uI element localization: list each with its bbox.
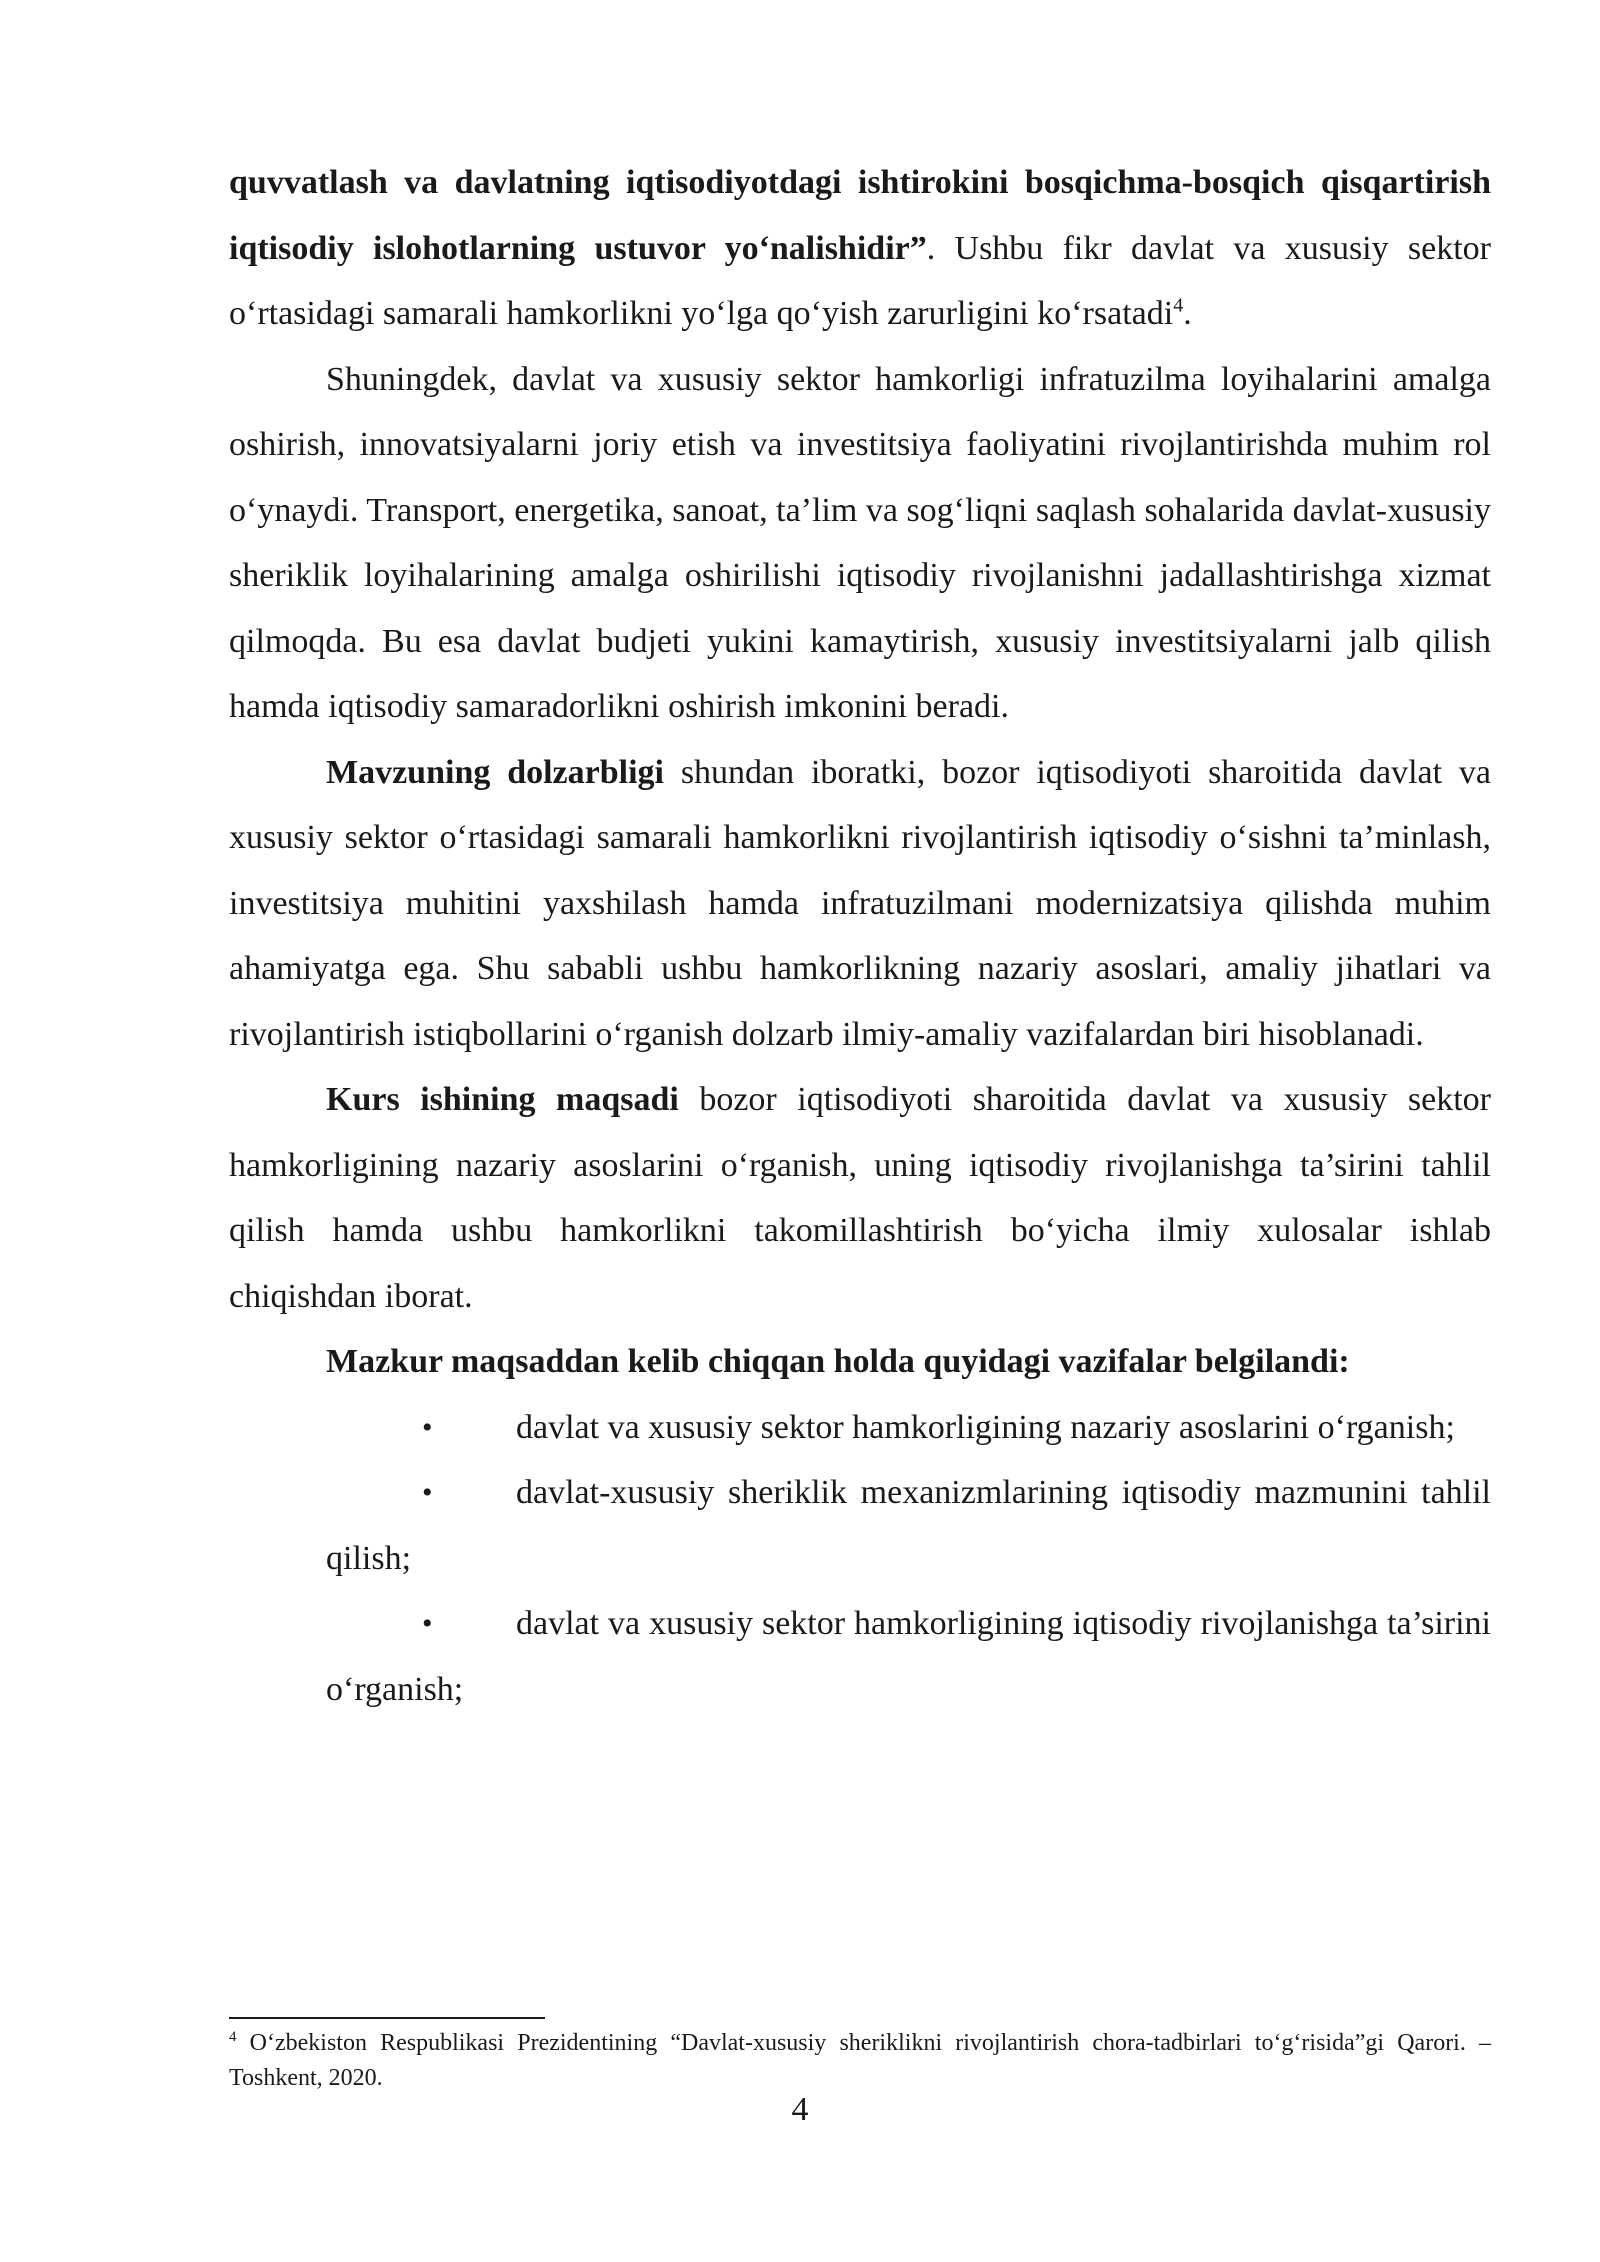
footnote-reference[interactable]: 4 [1173, 294, 1184, 317]
footnote-number: 4 [229, 2029, 237, 2045]
list-item [229, 1395, 1491, 1461]
tasks-heading: Mazkur maqsaddan kelib chiqqan holda quyidagi vazifalar belgilandi: [326, 1343, 1350, 1380]
bold-quote-text: quvvatlash va davlatning iqtisodiyotdagi ishtirokini bosqichma-bosqich qisqartirish iqtisodiy islohotlarning ustuvor yo‘nalishidir” [229, 164, 1491, 267]
list-item [229, 1591, 1491, 1722]
list-item-text: davlat va xususiy sektor hamkorligining nazariy asoslarini o‘rganish; [516, 1408, 1455, 1446]
paragraph-cooperation [229, 347, 1491, 740]
task-list [229, 1395, 1491, 1723]
footnote [229, 2026, 1491, 2096]
list-item [229, 1460, 1491, 1591]
paragraph-end: . [1183, 295, 1192, 332]
footnote-text: O‘zbekiston Respublikasi Prezidentining “Davlat-xususiy sheriklikni rivojlantirish chora-tadbirlari to‘g‘risida”gi Qarori. – Toshkent, 2020. [229, 2030, 1491, 2091]
footnote-separator [229, 2017, 545, 2019]
goal-heading: Kurs ishining maqsadi [326, 1081, 679, 1118]
paragraph-tasks-heading [229, 1329, 1491, 1395]
page-number: 4 [791, 2091, 809, 2128]
bullet-icon: • [422, 1476, 433, 1509]
list-item-text: davlat-xususiy sheriklik mexanizmlarining iqtisodiy mazmunini tahlil qilish; [326, 1474, 1491, 1577]
paragraph-goal [229, 1067, 1491, 1329]
paragraph-text: bozor iqtisodiyoti sharoitida davlat va xususiy sektor hamkorligining nazariy asoslarini o‘rganish, uning iqtisodiy rivojlanishga ta’sirini tahlil qilish hamda ushbu hamkorlikni takomillashtirish bo‘yicha ilmiy xulosalar ishlab chiqishdan iborat. [229, 1081, 1491, 1315]
bullet-icon: • [422, 1607, 433, 1640]
paragraph-text: Shuningdek, davlat va xususiy sektor hamkorligi infratuzilma loyihalarini amalga oshirish, innovatsiyalarni joriy etish va investitsiya faoliyatini rivojlantirishda muhim rol o‘ynaydi. Transport, energetika, sanoat, ta’lim va sog‘liqni saqlash sohalarida davlat-xususiy sheriklik loyihalarining amalga oshirilishi iqtisodiy rivojlanishni jadallashtirishga xizmat qilmoqda. Bu esa davlat budjeti yukini kamaytirish, xususiy investitsiyalarni jalb qilish hamda iqtisodiy samaradorlikni oshirish imkonini beradi. [229, 360, 1491, 725]
relevance-heading: Mavzuning dolzarbligi [326, 753, 664, 791]
paragraph-text: shundan iboratki, bozor iqtisodiyoti sharoitida davlat va xususiy sektor o‘rtasidagi samarali hamkorlikni rivojlantirish iqtisodiy o‘sishni ta’minlash, investitsiya muhitini yaxshilash hamda infratuzilmani modernizatsiya qilishda muhim ahamiyatga ega. Shu sababli ushbu hamkorlikning nazariy asoslari, amaliy jihatlari va rivojlantirish istiqbollarini o‘rganish dolzarb ilmiy-amaliy vazifalardan biri hisoblanadi. [229, 753, 1491, 1053]
list-item-text: davlat va xususiy sektor hamkorligining iqtisodiy rivojlanishga ta’sirini o‘rganish; [326, 1605, 1491, 1708]
page-body [229, 150, 1491, 1722]
bullet-icon: • [422, 1410, 433, 1444]
paragraph-relevance [229, 740, 1491, 1068]
paragraph-text: . Ushbu fikr davlat va xususiy sektor o‘rtasidagi samarali hamkorlikni yo‘lga qo‘yish zarurligini ko‘rsatadi [229, 229, 1491, 332]
paragraph-intro-continuation [229, 150, 1491, 347]
